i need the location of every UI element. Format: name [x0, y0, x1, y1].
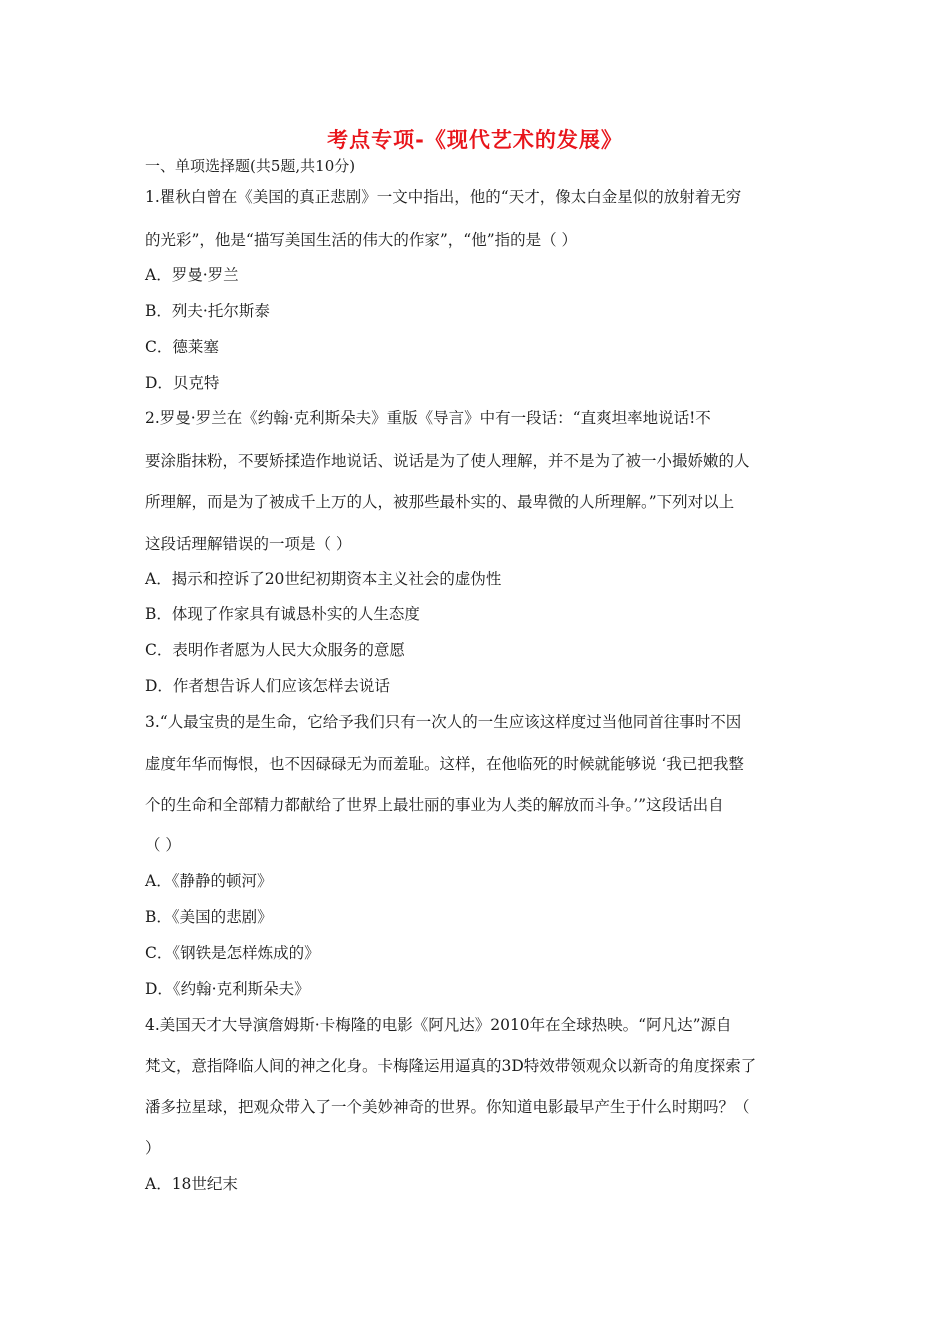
question-4-line-2: 梵文，意指降临人间的神之化身。卡梅隆运用逼真的3D特效带领观众以新奇的角度探索了	[145, 1057, 757, 1075]
question-4-line-3: 潘多拉星球，把观众带入了一个美妙神奇的世界。你知道电影最早产生于什么时期吗？（	[145, 1098, 750, 1116]
question-2-option-c: C．表明作者愿为人民大众服务的意愿	[145, 641, 405, 659]
question-1-option-a: A．罗曼·罗兰	[145, 266, 239, 284]
question-2-option-b: B．体现了作家具有诚恳朴实的人生态度	[145, 605, 420, 623]
question-2-line-3: 所理解，而是为了被成千上万的人，被那些最朴实的、最卑微的人所理解。”下列对以上	[145, 493, 735, 511]
question-1-line-2: 的光彩”，他是“描写美国生活的伟大的作家”，“他”指的是（ ）	[145, 231, 578, 249]
page-title: 考点专项-《现代艺术的发展》	[327, 128, 623, 152]
question-1-option-c: C．德莱塞	[145, 338, 219, 356]
question-2-option-a: A．揭示和控诉了20世纪初期资本主义社会的虚伪性	[145, 570, 502, 588]
section-heading: 一、单项选择题(共5题,共10分)	[145, 157, 356, 175]
question-3-line-1: 3.“人最宝贵的是生命，它给予我们只有一次人的一生应该这样度过当他同首往事时不因	[145, 713, 742, 731]
question-3-option-d: D．《约翰·克利斯朵夫》	[145, 980, 310, 998]
question-2-line-2: 要涂脂抹粉，不要矫揉造作地说话、说话是为了使人理解，并不是为了被一小撮娇嫩的人	[145, 452, 750, 470]
question-3-option-c: C．《钢铁是怎样炼成的》	[145, 944, 320, 962]
question-3-option-a: A．《静静的顿河》	[145, 872, 273, 890]
question-1-option-b: B．列夫·托尔斯泰	[145, 302, 270, 320]
question-3-line-3: 个的生命和全部精力都献给了世界上最壮丽的事业为人类的解放而斗争。’”这段话出自	[145, 796, 724, 814]
question-4-line-4: ）	[145, 1139, 161, 1157]
question-1-option-d: D．贝克特	[145, 374, 220, 392]
question-2-line-1: 2.罗曼·罗兰在《约翰·克利斯朵夫》重版《导言》中有一段话：“直爽坦率地说话!不	[145, 409, 711, 427]
question-1-line-1: 1.瞿秋白曾在《美国的真正悲剧》一文中指出，他的“天才，像太白金星似的放射着无穷	[145, 188, 742, 206]
question-4-line-1: 4.美国天才大导演詹姆斯·卡梅隆的电影《阿凡达》2010年在全球热映。“阿凡达”源自	[145, 1016, 732, 1034]
question-2-line-4: 这段话理解错误的一项是（ ）	[145, 535, 352, 553]
question-3-line-2: 虚度年华而悔恨，也不因碌碌无为而羞耻。这样，在他临死的时候就能够说 ‘我已把我整	[145, 755, 744, 773]
question-3-option-b: B．《美国的悲剧》	[145, 908, 273, 926]
question-4-option-a: A．18世纪末	[145, 1175, 238, 1193]
question-2-option-d: D．作者想告诉人们应该怎样去说话	[145, 677, 390, 695]
question-3-line-4: （ ）	[145, 836, 181, 854]
